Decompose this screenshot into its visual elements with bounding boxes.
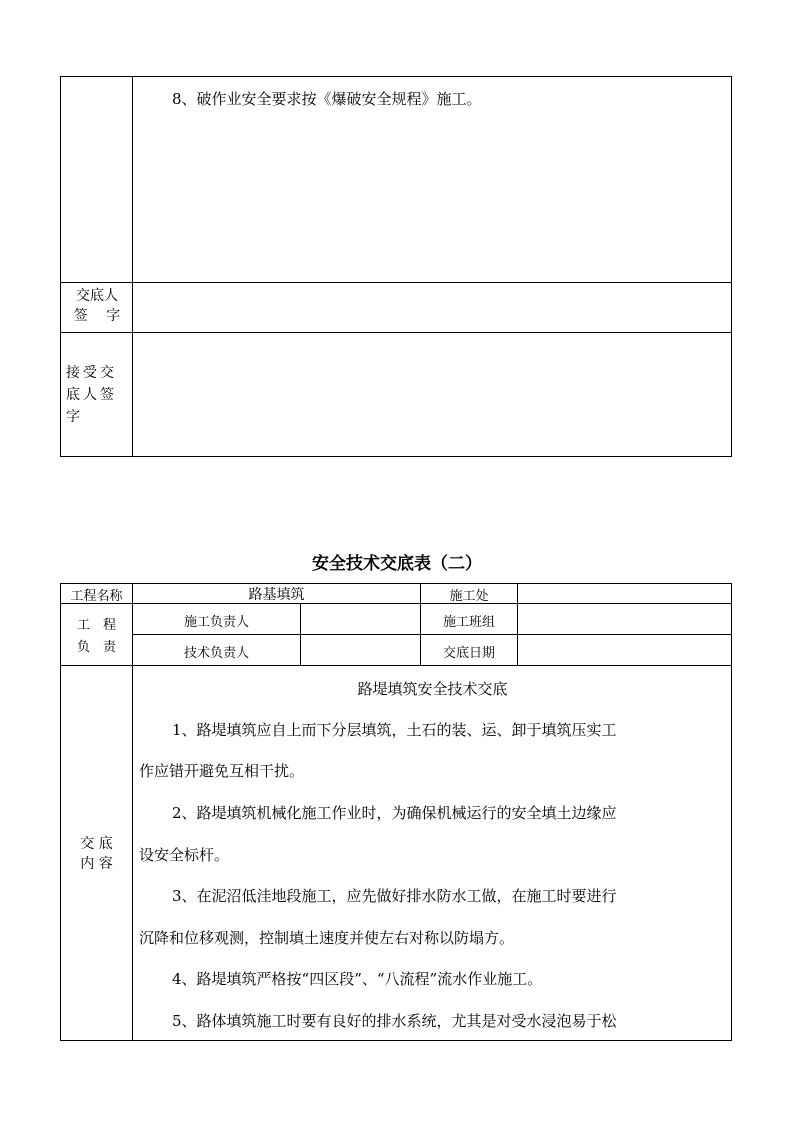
project-responsible-line2: 负 责 [76, 640, 116, 655]
project-name-value[interactable]: 路基填筑 [248, 587, 305, 603]
upper-table-divider [60, 332, 732, 333]
upper-table-divider [132, 76, 133, 457]
project-responsible-line1: 工 程 [76, 618, 116, 633]
receiver-label-line2: 底人签 [66, 387, 117, 403]
content-label [61, 834, 132, 874]
handover-date-label: 交底日期 [442, 646, 495, 661]
construction-office-field[interactable] [518, 584, 731, 602]
content-label-line1: 交 底 [80, 836, 113, 852]
construction-lead-label: 施工负责人 [183, 615, 249, 630]
construction-team-label: 施工班组 [442, 615, 495, 630]
tech-lead-field[interactable] [301, 635, 420, 665]
content-paragraph-3-cont: 沉降和位移观测，控制填土速度并使左右对称以防塌方。 [139, 929, 515, 947]
content-paragraph-1: 1、路堤填筑应自上而下分层填筑，土石的装、运、卸于填筑压实工 [172, 721, 617, 739]
item-8-text: 8、破作业安全要求按《爆破安全规程》施工。 [172, 90, 482, 108]
tech-lead-label: 技术负责人 [183, 646, 249, 661]
content-paragraph-1-cont: 作应错开避免互相干扰。 [139, 762, 305, 780]
content-paragraph-2-cont: 设安全标杆。 [139, 846, 230, 864]
upper-table-divider [60, 282, 732, 283]
project-responsible-label [61, 615, 132, 659]
content-heading: 路堤填筑安全技术交底 [357, 680, 508, 698]
content-paragraph-3: 3、在泥沼低洼地段施工，应先做好排水防水工做，在施工时要进行 [172, 887, 617, 905]
signer-field[interactable] [134, 284, 730, 330]
receiver-label-line3: 字 [66, 409, 83, 425]
signer-label-line1: 交底人 [76, 288, 118, 304]
content-paragraph-5: 5、路体填筑施工时要有良好的排水系统，尤其是对受水浸泡易于松 [172, 1012, 617, 1030]
handover-date-field[interactable] [518, 635, 731, 665]
table-divider [60, 665, 732, 666]
form-title: 安全技术交底表（二） [312, 554, 482, 574]
content-paragraph-4: 4、路堤填筑严格按“四区段”、“八流程”流水作业施工。 [172, 970, 543, 988]
receiver-signature-field[interactable] [134, 334, 730, 455]
content-label-line2: 内 容 [80, 856, 113, 872]
construction-office-label: 施工处 [449, 589, 489, 604]
receiver-label-line1: 接受交 [66, 365, 117, 381]
construction-team-field[interactable] [518, 604, 731, 634]
construction-lead-field[interactable] [301, 604, 420, 634]
signer-label-line2: 签 字 [73, 308, 121, 324]
signer-label [64, 286, 130, 326]
receiver-label [66, 362, 128, 428]
project-name-label: 工程名称 [70, 589, 123, 604]
content-paragraph-2: 2、路堤填筑机械化施工作业时，为确保机械运行的安全填土边缘应 [172, 804, 617, 822]
